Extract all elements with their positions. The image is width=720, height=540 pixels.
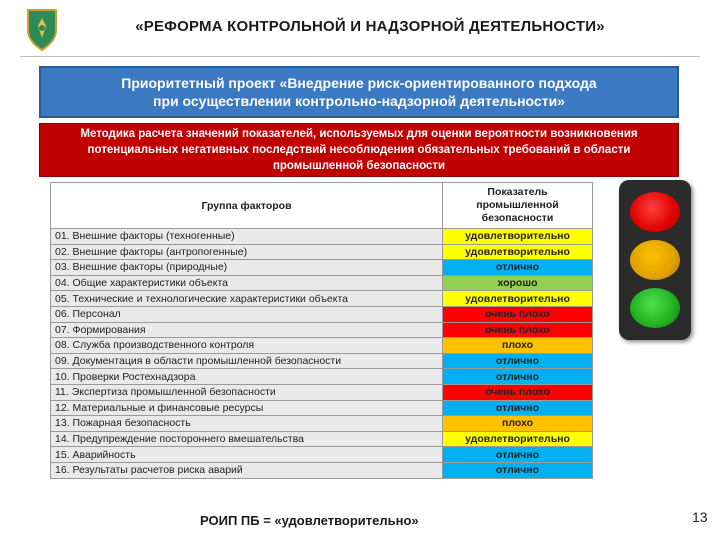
factor-rating: очень плохо <box>443 322 593 338</box>
header-safety-indicator-line-3: безопасности <box>481 212 554 224</box>
table-row <box>51 400 593 416</box>
table-row <box>51 369 593 385</box>
factor-rating: удовлетворительно <box>443 431 593 447</box>
factor-rating: отлично <box>443 260 593 276</box>
factor-name: 12. Материальные и финансовые ресурсы <box>51 400 443 416</box>
table-row <box>51 244 593 260</box>
factor-name: 01. Внешние факторы (техногенные) <box>51 229 443 245</box>
table-header-row <box>51 183 593 229</box>
factor-name: 02. Внешние факторы (антропогенные) <box>51 244 443 260</box>
table-row <box>51 447 593 463</box>
factor-name: 11. Экспертиза промышленной безопасности <box>51 384 443 400</box>
header-divider <box>20 56 700 57</box>
table-row <box>51 338 593 354</box>
factor-rating: удовлетворительно <box>443 244 593 260</box>
factor-rating: удовлетворительно <box>443 291 593 307</box>
emblem-logo-icon <box>24 8 60 52</box>
header-safety-indicator-line-1: Показатель <box>487 186 548 198</box>
table-row <box>51 229 593 245</box>
factor-rating: очень плохо <box>443 306 593 322</box>
table-row <box>51 275 593 291</box>
factor-name: 03. Внешние факторы (природные) <box>51 260 443 276</box>
factor-rating: плохо <box>443 338 593 354</box>
table-row <box>51 291 593 307</box>
methodology-banner <box>39 123 679 177</box>
project-banner-line-1: Приоритетный проект «Внедрение риск-ориентированного подхода <box>121 75 597 91</box>
header-factor-group: Группа факторов <box>51 183 443 229</box>
project-banner <box>39 66 679 118</box>
factor-rating: отлично <box>443 369 593 385</box>
factor-rating: очень плохо <box>443 384 593 400</box>
factor-rating: удовлетворительно <box>443 229 593 245</box>
factor-name: 14. Предупреждение постороннего вмешательства <box>51 431 443 447</box>
table-row <box>51 462 593 478</box>
factor-name: 10. Проверки Ростехнадзора <box>51 369 443 385</box>
factor-name: 05. Технические и технологические характеристики объекта <box>51 291 443 307</box>
header-safety-indicator <box>443 183 593 229</box>
methodology-banner-line-2: потенциальных негативных последствий несоблюдения обязательных требований в области <box>87 144 631 156</box>
factor-rating: отлично <box>443 400 593 416</box>
table-row <box>51 353 593 369</box>
table-row <box>51 384 593 400</box>
page-number: 13 <box>692 509 708 525</box>
factor-name: 13. Пожарная безопасность <box>51 416 443 432</box>
factor-name: 06. Персонал <box>51 306 443 322</box>
table-row <box>51 431 593 447</box>
factor-rating: плохо <box>443 416 593 432</box>
methodology-banner-line-3: промышленной безопасности <box>272 160 446 172</box>
green-lamp-icon <box>630 288 680 328</box>
methodology-banner-line-1: Методика расчета значений показателей, используемых для оценки вероятности возникновения <box>80 128 638 140</box>
factor-name: 15. Аварийность <box>51 447 443 463</box>
red-lamp-icon <box>630 192 680 232</box>
factor-rating: отлично <box>443 462 593 478</box>
factor-name: 09. Документация в области промышленной безопасности <box>51 353 443 369</box>
project-banner-line-2: при осуществлении контрольно-надзорной деятельности» <box>153 93 565 109</box>
table-row <box>51 322 593 338</box>
factor-name: 04. Общие характеристики объекта <box>51 275 443 291</box>
traffic-light-icon <box>619 180 691 340</box>
table-row <box>51 306 593 322</box>
header-safety-indicator-line-2: промышленной <box>476 199 559 211</box>
table-row <box>51 416 593 432</box>
overall-result: РОИП ПБ = «удовлетворительно» <box>200 513 419 528</box>
page-title: «РЕФОРМА КОНТРОЛЬНОЙ И НАДЗОРНОЙ ДЕЯТЕЛЬНОСТИ» <box>135 18 605 35</box>
factor-name: 07. Формирования <box>51 322 443 338</box>
factor-name: 16. Результаты расчетов риска аварий <box>51 462 443 478</box>
factor-rating: отлично <box>443 353 593 369</box>
table-row <box>51 260 593 276</box>
factor-rating: отлично <box>443 447 593 463</box>
factors-table <box>50 182 593 479</box>
factor-rating: хорошо <box>443 275 593 291</box>
yellow-lamp-icon <box>630 240 680 280</box>
factor-name: 08. Служба производственного контроля <box>51 338 443 354</box>
